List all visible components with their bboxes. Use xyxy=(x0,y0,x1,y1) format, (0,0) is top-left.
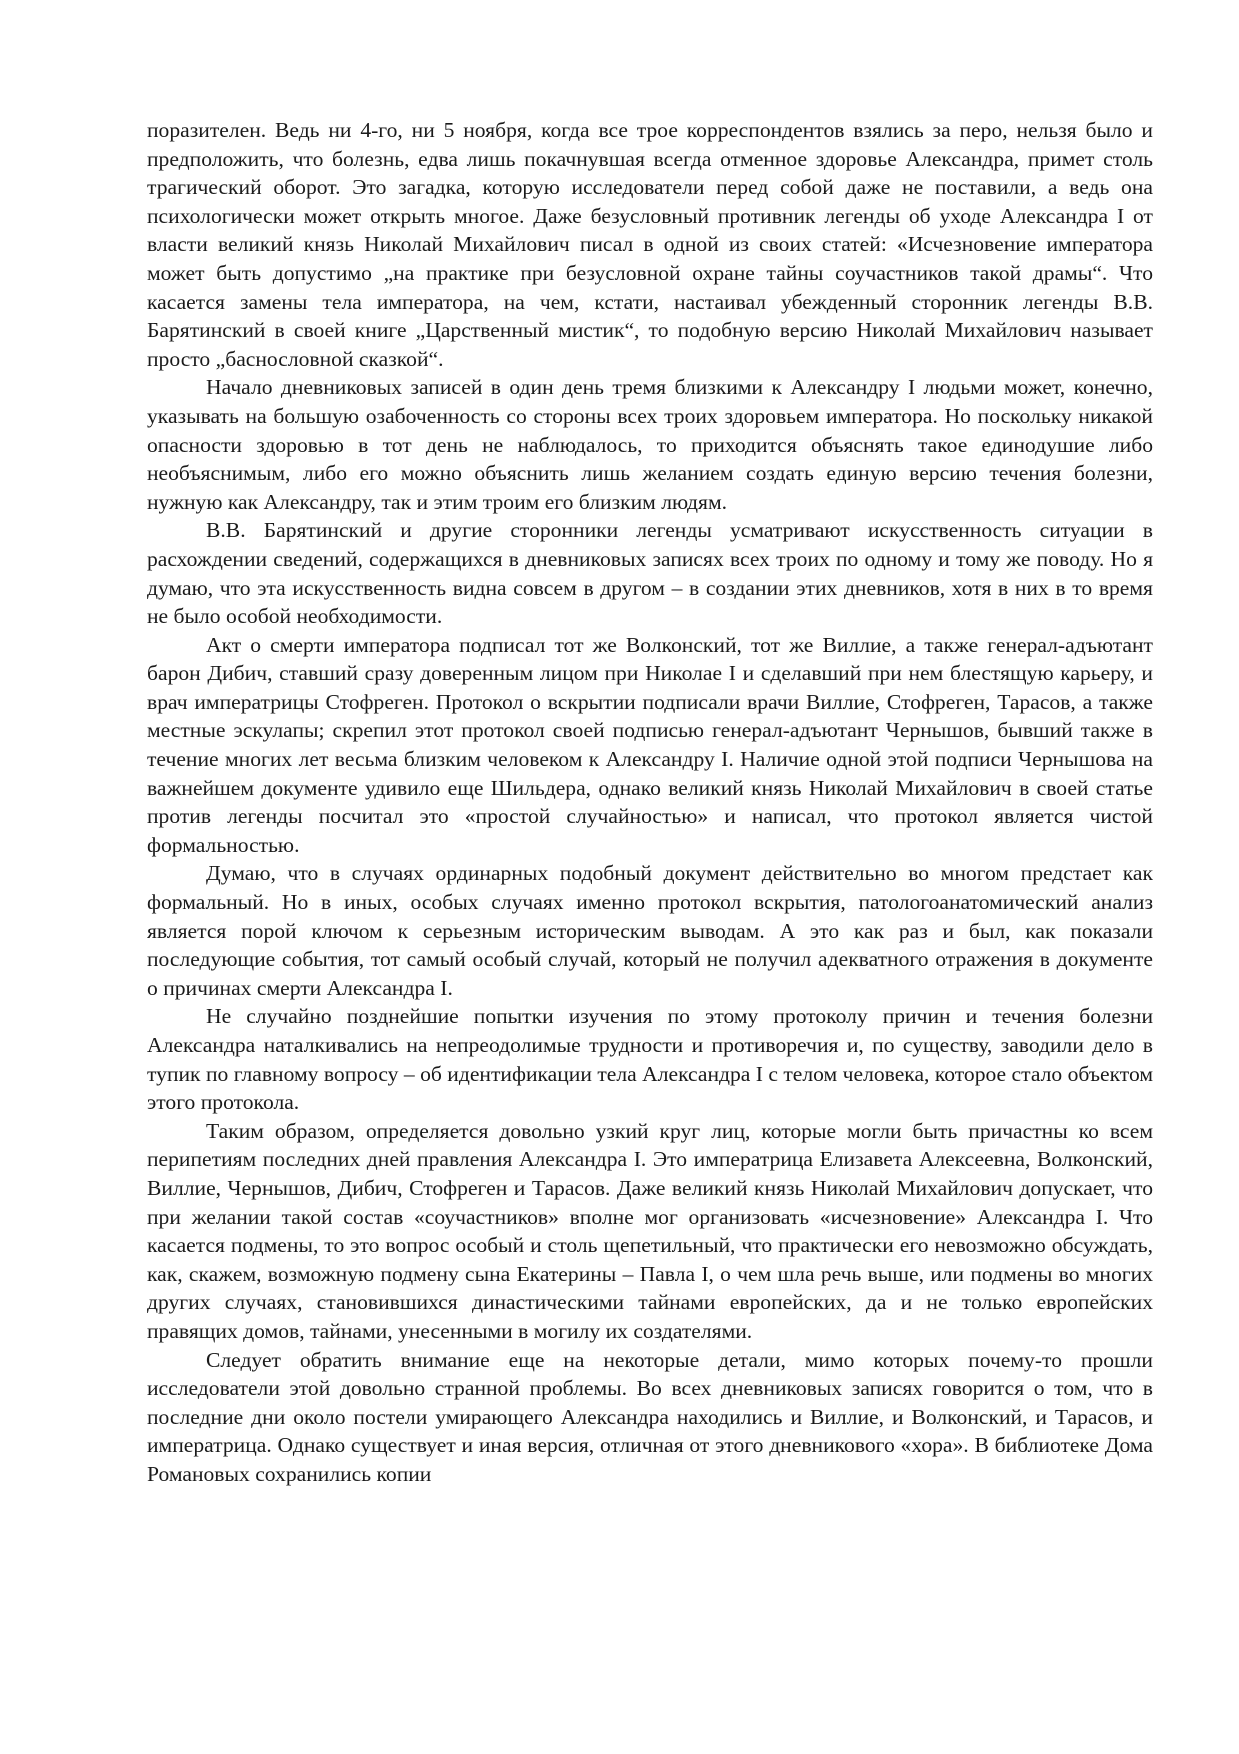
paragraph-continuation: поразителен. Ведь ни 4-го, ни 5 ноября, когда все трое корреспондентов взялись за перо, нельзя было и предположить, что болезнь, едва лишь покачнувшая всегда отменное здоровье Александра, примет столь трагический оборот. Это загадка, которую исследователи перед собой даже не поставили, а ведь она психологически может открыть многое. Даже безусловный противник легенды об уходе Александра I от власти великий князь Николай Михайлович писал в одной из своих статей: «Исчезновение императора может быть допустимо „на практике при безусловной охране тайны соучастников такой драмы“. Что касается замены тела императора, на чем, кстати, настаивал убежденный сторонник легенды В.В. Барятинский в своей книге „Царственный мистик“, то подобную версию Николай Михайлович называет просто „баснословной сказкой“. xyxy=(147,118,1153,371)
document-page xyxy=(147,116,1153,1489)
paragraph-death-act: Акт о смерти императора подписал тот же Волконский, тот же Виллие, а также генерал-адъютант барон Дибич, ставший сразу доверенным лицом при Николае I и сделавший при нем блестящую карьеру, и врач императрицы Стофреген. Протокол о вскрытии подписали врачи Виллие, Стофреген, Тарасов, а также местные эскулапы; скрепил этот протокол своей подписью генерал-адъютант Чернышов, бывший также в течение многих лет весьма близким человеком к Александру I. Наличие одной этой подписи Чернышова на важнейшем документе удивило еще Шильдера, однако великий князь Николай Михайлович в своей статье против легенды посчитал это «простой случайностью» и написал, что протокол является чистой формальностью. xyxy=(147,632,1153,857)
paragraph-later-attempts: Не случайно позднейшие попытки изучения по этому протоколу причин и течения болезни Александра наталкивались на непреодолимые трудности и противоречия и, по существу, заводили дело в тупик по главному вопросу – об идентификации тела Александра I с телом человека, которое стало объектом этого протокола. xyxy=(147,1004,1153,1115)
paragraph-other-details: Следует обратить внимание еще на некоторые детали, мимо которых почему-то прошли исследователи этой довольно странной проблемы. Во всех дневниковых записях говорится о том, что в последние дни около постели умирающего Александра находились и Виллие, и Волконский, и Тарасов, и императрица. Однако существует и иная версия, отличная от этого дневникового «хора». В библиотеке Дома Романовых сохранились копии xyxy=(147,1347,1153,1486)
paragraph-formal-document: Думаю, что в случаях ординарных подобный документ действительно во многом предстает как формальный. Но в иных, особых случаях именно протокол вскрытия, патологоанатомический анализ является порой ключом к серьезным историческим выводам. А это как раз и был, как показали последующие события, тот самый особый случай, который не получил адекватного отражения в документе о причинах смерти Александра I. xyxy=(147,861,1153,1000)
paragraph-baryatinsky: В.В. Барятинский и другие сторонники легенды усматривают искусственность ситуации в расхождении сведений, содержащихся в дневниковых записях всех троих по одному и тому же поводу. Но я думаю, что эта искусственность видна совсем в другом – в создании этих дневников, хотя в них в то время не было особой необходимости. xyxy=(147,518,1153,629)
paragraph-diary-start: Начало дневниковых записей в один день тремя близкими к Александру I людьми может, конечно, указывать на большую озабоченность со стороны всех троих здоровьем императора. Но поскольку никакой опасности здоровью в тот день не наблюдалось, то приходится объяснять такое единодушие либо необъяснимым, либо его можно объяснить лишь желанием создать единую версию течения болезни, нужную как Александру, так и этим троим его близким людям. xyxy=(147,375,1153,514)
paragraph-circle-of-persons: Таким образом, определяется довольно узкий круг лиц, которые могли быть причастны ко всем перипетиям последних дней правления Александра I. Это императрица Елизавета Алексеевна, Волконский, Виллие, Чернышов, Дибич, Стофреген и Тарасов. Даже великий князь Николай Михайлович допускает, что при желании такой состав «соучастников» вполне мог организовать «исчезновение» Александра I. Что касается подмены, то это вопрос особый и столь щепетильный, что практически его невозможно обсуждать, как, скажем, возможную подмену сына Екатерины – Павла I, о чем шла речь выше, или подмены во многих других случаях, становившихся династическими тайнами европейских, да и не только европейских правящих домов, тайнами, унесенными в могилу их создателями. xyxy=(147,1118,1153,1343)
